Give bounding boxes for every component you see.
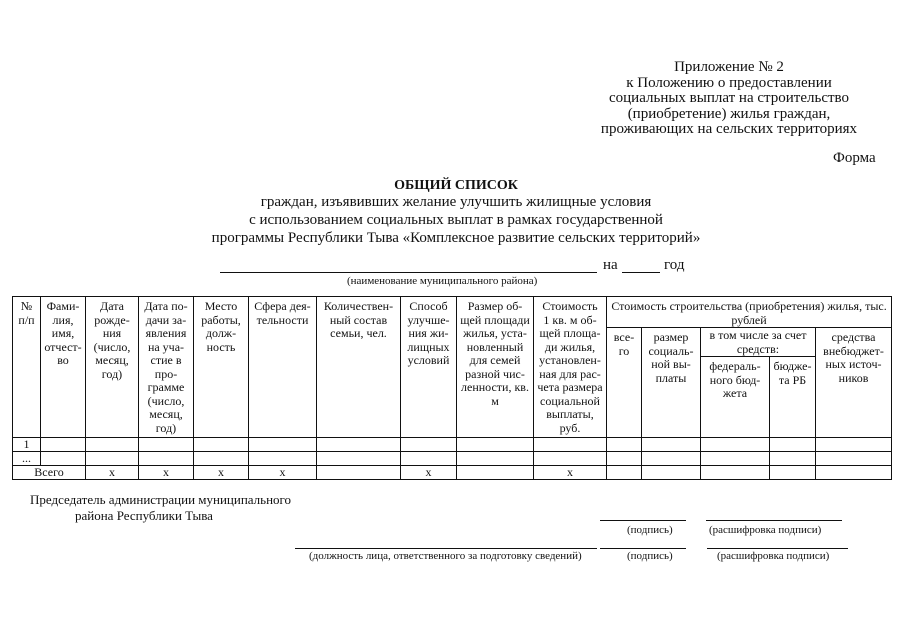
- extrabudgetary-cell: [816, 438, 892, 452]
- chairman-decoding-line: [706, 520, 842, 521]
- chairman-signature-caption: (подпись): [627, 524, 673, 536]
- birth-date-cell: [86, 438, 139, 452]
- header-cost-total: все- го: [607, 328, 642, 438]
- header-social-payment: размер социаль- ной вы- платы: [642, 328, 701, 438]
- responsible-signature-caption: (подпись): [627, 550, 673, 562]
- subtitle-line: с использованием социальных выплат в рамках государственной: [249, 212, 663, 228]
- responsible-decoding-caption: (расшифровка подписи): [717, 550, 830, 562]
- subtitle-line: программы Республики Тыва «Комплексное развитие сельских территорий»: [211, 230, 701, 246]
- republic-budget-cell: [770, 438, 816, 452]
- full-name-cell: [41, 452, 86, 466]
- table-header: [13, 297, 892, 438]
- total-birth-date-cell: х: [86, 466, 139, 480]
- total-improvement-method-cell: х: [401, 466, 457, 480]
- total-republic-budget-cell: [770, 466, 816, 480]
- subtitle-line: граждан, изъявивших желание улучшить жилищные условия: [260, 194, 652, 210]
- total-federal-budget-cell: [701, 466, 770, 480]
- application-date-cell: [139, 452, 194, 466]
- responsible-position-line: [295, 548, 597, 549]
- application-date-cell: [139, 438, 194, 452]
- federal-budget-cell: [701, 452, 770, 466]
- table-body: [13, 438, 892, 480]
- total-area-norm-cell: [457, 466, 534, 480]
- cost-per-sqm-cell: [534, 452, 607, 466]
- area-norm-cell: [457, 452, 534, 466]
- total-row: [13, 466, 892, 480]
- row-number-cell: 1: [13, 438, 41, 452]
- chairman-decoding-caption: (расшифровка подписи): [709, 524, 822, 536]
- total-label-cell: Всего: [13, 466, 86, 480]
- header-row-number: № п/п: [13, 297, 41, 438]
- social-payment-cell: [642, 452, 701, 466]
- row-number-cell: ...: [13, 452, 41, 466]
- header-activity: Сфера дея- тельности: [249, 297, 317, 438]
- header-row: [13, 297, 892, 328]
- header-birth-date: Дата рожде- ния (число, месяц, год): [86, 297, 139, 438]
- header-cost-per-sqm: Стоимость 1 кв. м об- щей площа- ди жилья, установлен- ная для рас- чета размера социальной выплаты, руб.: [534, 297, 607, 438]
- workplace-cell: [194, 438, 249, 452]
- extrabudgetary-cell: [816, 452, 892, 466]
- period-on-label: на: [603, 257, 618, 273]
- total-social-payment-cell: [642, 466, 701, 480]
- family-size-cell: [317, 452, 401, 466]
- header-construction-cost: Стоимость строительства (приобретения) жилья, тыс. рублей: [607, 297, 892, 328]
- header-application-date: Дата по- дачи за- явления на уча- стие в про- грамме (число, месяц, год): [139, 297, 194, 438]
- area-norm-cell: [457, 438, 534, 452]
- appendix-line: проживающих на сельских территориях: [600, 121, 858, 138]
- appendix-line: (приобретение) жилья граждан,: [627, 105, 831, 122]
- total-cost-total-cell: [607, 466, 642, 480]
- district-caption: (наименование муниципального района): [347, 275, 538, 287]
- appendix-line: к Положению о предоставлении: [626, 74, 832, 91]
- cost-total-cell: [607, 452, 642, 466]
- improvement-method-cell: [401, 452, 457, 466]
- responsible-decoding-line: [707, 548, 848, 549]
- form-label: Форма: [833, 150, 876, 166]
- appendix-number: Приложение № 2: [674, 59, 784, 75]
- table-row: [13, 438, 892, 452]
- header-extrabudgetary: средства внебюджет- ных источ- ников: [816, 328, 892, 438]
- total-extrabudgetary-cell: [816, 466, 892, 480]
- activity-cell: [249, 438, 317, 452]
- cost-total-cell: [607, 438, 642, 452]
- cost-per-sqm-cell: [534, 438, 607, 452]
- total-application-date-cell: х: [139, 466, 194, 480]
- header-including-funds: в том числе за счет средств:: [701, 328, 816, 357]
- full-name-cell: [41, 438, 86, 452]
- citizens-list-table: [12, 296, 892, 480]
- district-name-blank: [220, 272, 597, 273]
- year-blank: [622, 272, 660, 273]
- responsible-signature-line: [600, 548, 686, 549]
- federal-budget-cell: [701, 438, 770, 452]
- total-cost-per-sqm-cell: х: [534, 466, 607, 480]
- header-workplace: Место работы, долж- ность: [194, 297, 249, 438]
- social-payment-cell: [642, 438, 701, 452]
- birth-date-cell: [86, 452, 139, 466]
- total-activity-cell: х: [249, 466, 317, 480]
- document-title: ОБЩИЙ СПИСОК: [394, 178, 518, 193]
- header-federal-budget: федераль- ного бюд- жета: [701, 357, 770, 438]
- header-republic-budget: бюдже- та РБ: [770, 357, 816, 438]
- chairman-signature-line: [600, 520, 686, 521]
- activity-cell: [249, 452, 317, 466]
- table-row: [13, 452, 892, 466]
- appendix-header: [579, 60, 879, 138]
- improvement-method-cell: [401, 438, 457, 452]
- header-area-norm: Размер об- щей площади жилья, уста- новленный для семей разной чис- ленности, кв. м: [457, 297, 534, 438]
- workplace-cell: [194, 452, 249, 466]
- family-size-cell: [317, 438, 401, 452]
- total-workplace-cell: х: [194, 466, 249, 480]
- header-full-name: Фами- лия, имя, отчест- во: [41, 297, 86, 438]
- document-subtitle: [156, 193, 756, 247]
- responsible-position-caption: (должность лица, ответственного за подготовку сведений): [309, 550, 582, 562]
- chairman-title-line: района Республики Тыва: [75, 508, 213, 523]
- republic-budget-cell: [770, 452, 816, 466]
- total-family-size-cell: [317, 466, 401, 480]
- header-family-size: Количествен- ный состав семьи, чел.: [317, 297, 401, 438]
- appendix-line: социальных выплат на строительство: [608, 90, 850, 107]
- chairman-title-line: Председатель администрации муниципального: [30, 492, 292, 507]
- year-label: год: [664, 257, 685, 273]
- header-improvement-method: Способ улучше- ния жи- лищных условий: [401, 297, 457, 438]
